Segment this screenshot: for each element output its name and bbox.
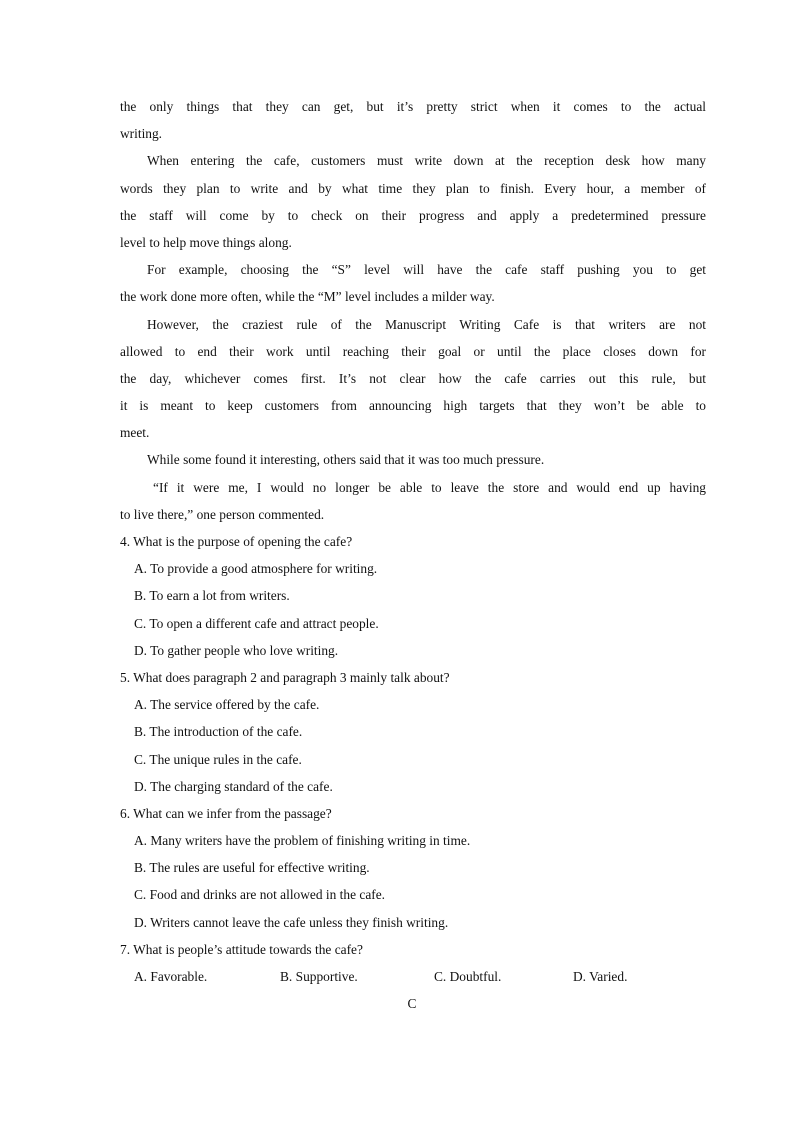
answer-option-c: C. Doubtful. xyxy=(434,969,502,984)
answer-option-c: C. The unique rules in the cafe. xyxy=(134,751,302,767)
section-label: C xyxy=(407,996,417,1012)
passage-line: When entering the cafe, customers must write down at the reception desk how many xyxy=(147,153,706,169)
passage-line: the day, whichever comes first. It’s not clear how the cafe carries out this rule, but xyxy=(120,370,706,386)
answer-option-b: B. Supportive. xyxy=(280,969,358,984)
answer-option-c: C. Food and drinks are not allowed in the cafe. xyxy=(134,887,386,903)
question-stem: 5. What does paragraph 2 and paragraph 3 mainly talk about? xyxy=(120,669,450,685)
answer-options-row xyxy=(120,963,706,990)
question-stem: 7. What is people’s attitude towards the cafe? xyxy=(120,941,363,957)
passage xyxy=(120,93,706,528)
answer-option-a: A. To provide a good atmosphere for writing. xyxy=(134,561,378,577)
answer-option-b: B. The rules are useful for effective writing. xyxy=(134,860,370,876)
document-page xyxy=(120,93,706,1017)
passage-line: the only things that they can get, but it’s pretty strict when it comes to the actual xyxy=(120,99,706,114)
answer-option-b: B. To earn a lot from writers. xyxy=(134,588,290,604)
question-6 xyxy=(120,800,706,936)
passage-line: allowed to end their work until reaching their goal or until the place closes down for xyxy=(120,343,706,359)
answer-option-d: D. To gather people who love writing. xyxy=(134,642,339,658)
passage-line: While some found it interesting, others said that it was too much pressure. xyxy=(147,452,545,468)
answer-option-a: A. Many writers have the problem of finishing writing in time. xyxy=(134,833,471,849)
passage-line: it is meant to keep customers from announcing high targets that they won’t be able to xyxy=(120,398,706,414)
question-4 xyxy=(120,528,706,664)
passage-line: level to help move things along. xyxy=(120,234,292,250)
answer-option-d: D. Varied. xyxy=(573,969,628,984)
answer-option-b: B. The introduction of the cafe. xyxy=(134,724,303,740)
passage-line: words they plan to write and by what time they plan to finish. Every hour, a member of xyxy=(120,180,706,196)
answer-option-d: D. Writers cannot leave the cafe unless they finish writing. xyxy=(134,914,449,930)
passage-line: the staff will come by to check on their progress and apply a predetermined pressure xyxy=(120,207,706,223)
passage-line: writing. xyxy=(120,126,163,142)
passage-line: meet. xyxy=(120,425,150,441)
passage-line: However, the craziest rule of the Manuscript Writing Cafe is that writers are not xyxy=(147,316,706,332)
answer-option-d: D. The charging standard of the cafe. xyxy=(134,778,333,794)
question-5 xyxy=(120,664,706,800)
answer-option-c: C. To open a different cafe and attract people. xyxy=(134,615,379,631)
passage-line: the work done more often, while the “M” level includes a milder way. xyxy=(120,289,495,305)
answer-option-a: A. The service offered by the cafe. xyxy=(134,697,320,713)
question-7 xyxy=(120,936,706,990)
question-stem: 6. What can we infer from the passage? xyxy=(120,805,332,821)
passage-line: For example, choosing the “S” level will have the cafe staff pushing you to get xyxy=(147,262,706,278)
question-stem: 4. What is the purpose of opening the cafe? xyxy=(120,534,353,549)
answer-option-a: A. Favorable. xyxy=(134,969,208,984)
passage-line: to live there,” one person commented. xyxy=(120,506,325,522)
passage-line: “If it were me, I would no longer be able to leave the store and would end up having xyxy=(153,479,706,495)
